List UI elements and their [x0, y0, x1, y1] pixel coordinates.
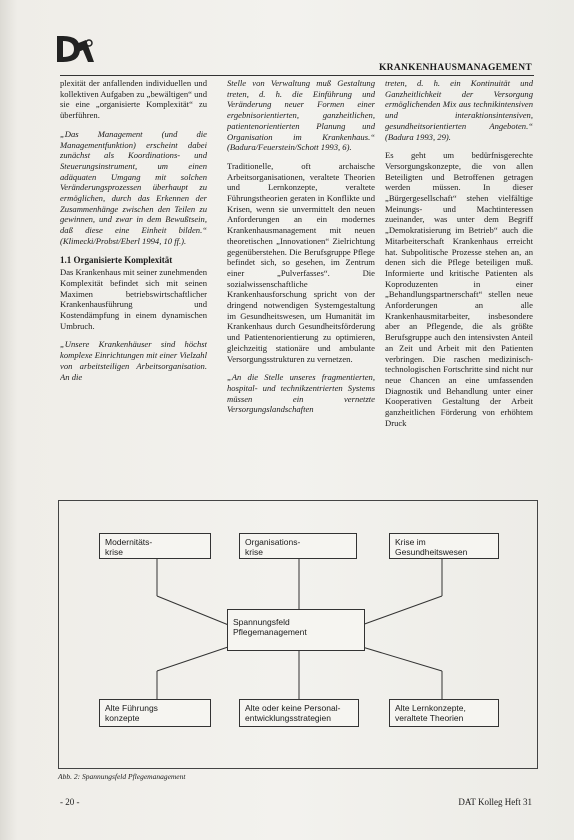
quote-paragraph: treten, d. h. ein Kontinuität und Ganzheitlichkeit der Versorgung ermöglichenden Mix aus technikintensiven und interaktionsintensiven, gesundheitsorientierten Angeboten.“ (Badura 1993, 29). — [385, 78, 533, 142]
paragraph: Das Krankenhaus mit seiner zunehmenden Komplexität befindet sich mit seinen Maximen betriebswirtschaftlicher Krankenhausführung und Kostendämpfung in einem dynamischen Umbruch. — [60, 267, 207, 331]
page-number: - 20 - — [60, 797, 80, 807]
paragraph: Traditionelle, oft archaische Arbeitsorganisationen, veraltete Theorien und Lernkonzepte, veraltete Führungstheorien geraten in Konflikte und Krisen, wenn sie unvermittelt den neuen Anforderungen an ein modernes Krankenhausmanagement mit neuen theoretischen „Innovationen“ Zielrichtung gegenüberstehen. Die Berufsgruppe Pflege befindet sich, so gesehen, im Zentrum einer „Pulverfasses“. Die sozialwissenschaftliche Krankenhausforschung spricht von der dringend notwendigen Systemgestaltung im Gesundheitswesen, um Humanität im Krankenhaus durch Gesundheitsförderung und Patientenorientierung zu optimieren, gleichzeitig stationäre und ambulante Versorgungsstrukturen zu vernetzen. — [227, 160, 375, 364]
box-modernity-crisis: Modernitäts- krise — [99, 533, 211, 559]
paragraph: Es geht um bedürfnisgerechte Versorgungskonzepte, die von allen Beteiligten und Betroffenen getragen werden müssen. In dieser „Bürgergesellschaft“ stehen vielfältige Meinungs- und Machtinteressen zueinander, was unter dem Begriff „Demokratisierung im Betrieb“ auch die Mitarbeiterschaft Krankenhaus erreicht hat. Subpolitische Prozesse stehen an, an denen sich die Pflege beteiligen muß. Informierte und kritische Patienten als Koproduzenten in einer „Behandlungspartnerschaft“ stellen neue Anforderungen an alle Krankenhausmitarbeiter, insbesondere aber an Pflegende, die als größte Berufsgruppe auch den intensivsten Anteil an Zeit und Arbeit mit den Patienten verbringen. Die raschen medizinisch-technologischen Fortschritte sind nicht nur neue Chancen an eine umfassenden Diagnostik und Behandlung unter einer Kooperativen Gestaltung der Arbeit ganzheitlichen Förderung von erhöhtem Druck — [385, 150, 533, 428]
box-health-system-crisis: Krise im Gesundheitswesen — [389, 533, 499, 559]
figure-caption: Abb. 2: Spannungsfeld Pflegemanagement — [58, 772, 186, 781]
journal-name: DAT Kolleg Heft 31 — [458, 797, 532, 807]
dbk-logo-icon — [56, 34, 96, 64]
text-column-3 — [385, 78, 533, 488]
box-old-leadership: Alte Führungs konzepte — [99, 699, 211, 727]
box-old-learning-concepts: Alte Lernkonzepte, veraltete Theorien — [389, 699, 499, 727]
text-column-2 — [227, 78, 375, 483]
box-care-management-tension: Spannungsfeld Pflegemanagement — [227, 609, 365, 651]
quote-paragraph: „An die Stelle unseres fragmentierten, hospital- und technikzentrierten Systems müssen ein vernetzte Versorgungslandschaften — [227, 372, 375, 415]
running-header: KRANKENHAUSMANAGEMENT — [378, 63, 532, 73]
box-organisation-crisis: Organisations- krise — [239, 533, 357, 559]
figure-diagram — [58, 500, 538, 769]
text-column-1 — [60, 78, 207, 483]
paragraph: plexität der anfallenden individuellen und kollektiven Aufgaben zu „bewältigen“ und sie eine „organisierte Komplexität“ zu überführen. — [60, 78, 207, 121]
header-rule — [60, 75, 534, 76]
quote-paragraph: „Das Management (und die Managementfunktion) erscheint dabei zunächst als Koordinations- und Steuerungsinstrument, um einen adäquaten Umgang mit solchen Veränderungsprozessen überhaupt zu ermöglichen, durch das Erkennen der Zusammenhänge zwischen den Teilen zu gewinnen, und zwar in dem Bewußtsein, daß diese eine Einheit bilden.“ (Klimecki/Probst/Eberl 1994, 10 ff.). — [60, 128, 207, 246]
box-old-hr-strategies: Alte oder keine Personal- entwicklungsstrategien — [239, 699, 359, 727]
quote-paragraph: „Unsere Krankenhäuser sind höchst komplexe Einrichtungen mit einer Vielzahl von arbeitsteiligen Arbeitsorganisation. An die — [60, 339, 207, 382]
section-heading: 1.1 Organisierte Komplexität — [60, 254, 173, 265]
quote-paragraph: Stelle von Verwaltung muß Gestaltung treten, d. h. die Einführung und Veränderung neuer Formen einer ergebnisorientierten, ganzheitlichen, patientenorientierten Planung und Organisation im Krankenhaus.“ (Badura/Feuerstein/Schott 1993, 6). — [227, 78, 375, 153]
